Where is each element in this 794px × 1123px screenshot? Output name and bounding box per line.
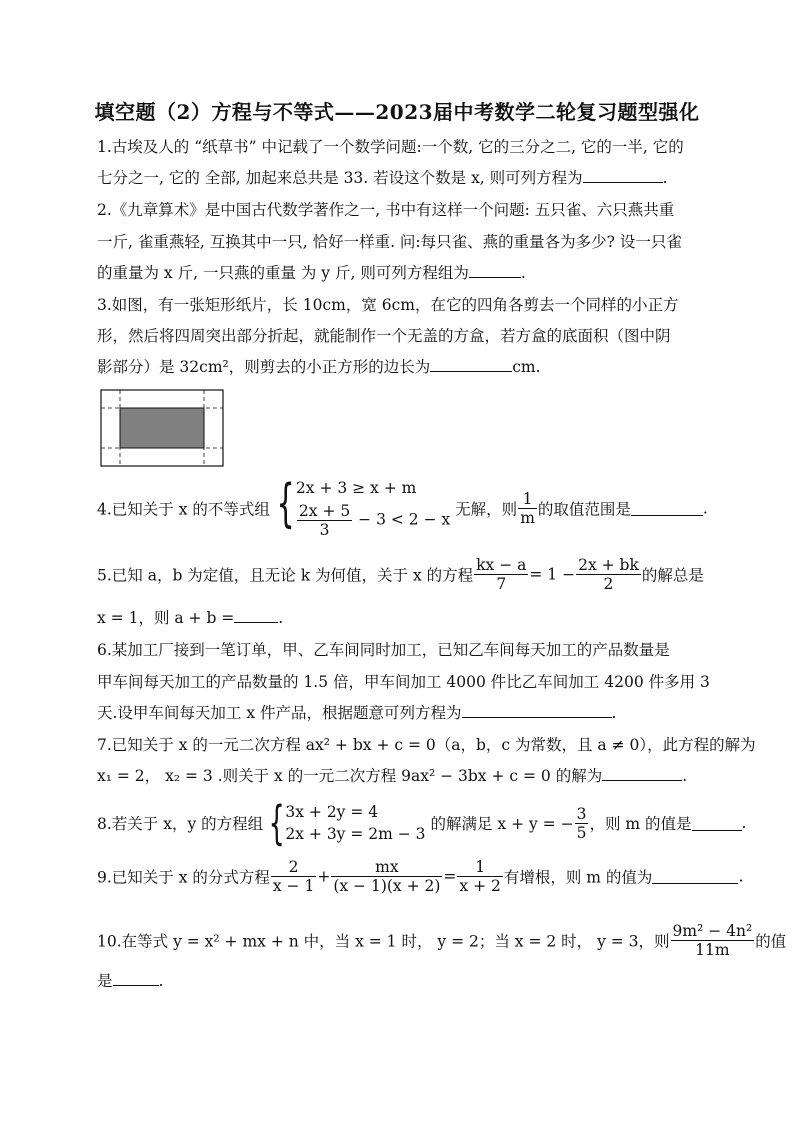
q6-line1: 6.某加工厂接到一笔订单，甲、乙车间同时加工，已知乙车间每天加工的产品数量是 bbox=[97, 641, 670, 659]
q7-line2: x₁ = 2， x₂ = 3 .则关于 x 的一元二次方程 9ax² − 3bx + c = 0 的解为 . bbox=[97, 767, 688, 785]
q7-answer-blank[interactable] bbox=[602, 766, 682, 781]
q1-text: 七分之一, 它的 全部, 加起来总共是 33. 若设这个数是 x, 则可列方程为 bbox=[97, 169, 583, 187]
q1-answer-blank[interactable] bbox=[583, 168, 663, 183]
q1-line1: 1.古埃及人的 “纸草书” 中记载了一个数学问题:一个数, 它的三分之二, 它的一半, 它的 bbox=[97, 138, 684, 156]
page-title: 填空题（2）方程与不等式——2023届中考数学二轮复习题型强化 bbox=[94, 100, 700, 124]
q1-line2: 七分之一, 它的 全部, 加起来总共是 33. 若设这个数是 x, 则可列方程为 . bbox=[97, 169, 668, 187]
q10-fraction: $\frac{\text{9m² − 4n²}}{11m}$ bbox=[672, 922, 753, 959]
q9-text: 9.已知关于 x 的分式方程 bbox=[97, 868, 270, 887]
q3-answer-blank[interactable] bbox=[430, 357, 512, 372]
q3-unit: cm. bbox=[512, 358, 541, 376]
q8-row1: 3x + 2y = 4 bbox=[285, 803, 379, 821]
q4-mid-text: 无解，则 bbox=[455, 500, 518, 519]
q5-fraction-right: $\frac{2x + bk}{2}$ bbox=[578, 556, 639, 593]
q5-fraction-left: $\frac{kx - a}{7}$ bbox=[476, 556, 527, 593]
q4-text: 4.已知关于 x 的不等式组 bbox=[97, 500, 270, 519]
q4-line: 4.已知关于 x 的不等式组 { 2x + 3 ≥ x + m $\frac{2x + 5}{3}$ − 3 < 2 − x 无解，则 $\frac{1}{m}$ 的取值范围是 . bbox=[97, 474, 708, 539]
q6-line2: 甲车间每天加工的产品数量的 1.5 倍，甲车间加工 4000 件比乙车间加工 4200 件多用 3 bbox=[97, 673, 710, 691]
q8-fraction: $\frac{3}{5}$ bbox=[576, 804, 587, 842]
q8-answer-blank[interactable] bbox=[692, 816, 742, 831]
q8-line: 8.若关于 x，y 的方程组 { 3x + 2y = 4 2x + 3y = 2m − 3 的解满足 x + y = − $\frac{3}{5}$ ，则 m 的值是 . bbox=[97, 796, 747, 850]
q4-post-text: 的取值范围是 bbox=[537, 500, 631, 519]
q8-text: 8.若关于 x，y 的方程组 bbox=[97, 815, 264, 833]
q10-text: 10.在等式 y = x² + mx + n 中，当 x = 1 时， y = 2；当 x = 2 时， y = 3，则 bbox=[97, 932, 670, 951]
q4-row1: 2x + 3 ≥ x + m bbox=[295, 479, 417, 497]
q9-fraction-2: $\frac{mx}{(x - 1)(x + 2)}$ bbox=[333, 858, 441, 895]
q9-answer-blank[interactable] bbox=[652, 869, 738, 884]
q8-row2: 2x + 3y = 2m − 3 bbox=[285, 825, 426, 843]
q3-text: 影部分）是 32cm²，则剪去的小正方形的边长为 bbox=[97, 358, 431, 376]
q9-fraction-3: $\frac{1}{x + 2}$ bbox=[459, 858, 501, 895]
q5-line2: x = 1，则 a + b = . bbox=[97, 609, 284, 627]
q2-text: 的重量为 x 斤, 一只燕的重量 为 y 斤, 则可列方程组为 bbox=[97, 264, 469, 282]
q3-line3 bbox=[97, 357, 541, 377]
q6-line3: 天.设甲车间每天加工 x 件产品，根据题意可列方程为 . bbox=[97, 704, 617, 722]
q9-line: 9.已知关于 x 的分式方程 $\frac{2}{x - 1}$ + $\frac{mx}{(x - 1)(x + 2)}$ = $\frac{1}{x + 2}$ 有增根，则 m 的值为 . bbox=[97, 858, 744, 895]
q10-line1: 10.在等式 y = x² + mx + n 中，当 x = 1 时， y = 2；当 x = 2 时， y = 3，则 $\frac{\text{9m² − 4n²}}{11m}$ 的值 bbox=[97, 922, 787, 959]
q5-answer-blank[interactable] bbox=[234, 608, 278, 623]
q6-text: 天.设甲车间每天加工 x 件产品，根据题意可列方程为 bbox=[97, 704, 462, 722]
q3-line1: 3.如图，有一张矩形纸片，长 10cm，宽 6cm，在它的四角各剪去一个同样的小正方 bbox=[97, 296, 679, 314]
q5-line1: 5.已知 a，b 为定值，且无论 k 为何值，关于 x 的方程 $\frac{kx - a}{7}$ = 1 − $\frac{2x + bk}{2}$ 的解总是 bbox=[97, 556, 704, 593]
q4-fraction: $\frac{1}{m}$ bbox=[520, 490, 535, 527]
q9-fraction-1: $\frac{2}{x - 1}$ bbox=[272, 858, 315, 895]
q2-line3: 的重量为 x 斤, 一只燕的重量 为 y 斤, 则可列方程组为 . bbox=[97, 264, 526, 282]
q3-line2: 形，然后将四周突出部分折起，就能制作一个无盖的方盒，若方盒的底面积（图中阴 bbox=[97, 327, 671, 345]
q10-answer-blank[interactable] bbox=[113, 971, 159, 986]
q4-inequality-system: { 2x + 3 ≥ x + m $\frac{2x + 5}{3}$ − 3 < 2 − x bbox=[276, 474, 451, 539]
q2-line1: 2.《九章算术》是中国古代数学著作之一, 书中有这样一个问题: 五只雀、六只燕共重 bbox=[97, 201, 675, 219]
q5-text: 5.已知 a，b 为定值，且无论 k 为何值，关于 x 的方程 bbox=[97, 566, 474, 585]
shaded-base bbox=[120, 408, 204, 448]
q7-line1: 7.已知关于 x 的一元二次方程 ax² + bx + c = 0（a，b，c 为常数，且 a ≠ 0），此方程的解为 bbox=[97, 736, 756, 754]
q2-line2: 一斤, 雀重燕轻, 互换其中一只, 恰好一样重. 问:每只雀、燕的重量各为多少? 设一只雀 bbox=[97, 233, 682, 251]
q4-row2: $\frac{2x + 5}{3}$ − 3 < 2 − x bbox=[298, 502, 451, 539]
q10-line2: 是 . bbox=[97, 972, 164, 990]
q2-answer-blank[interactable] bbox=[469, 263, 521, 278]
q10-line2-text: 是 bbox=[97, 972, 113, 990]
q8-equation-system: { 3x + 2y = 4 2x + 3y = 2m − 3 bbox=[268, 796, 426, 850]
q7-text: x₁ = 2， x₂ = 3 .则关于 x 的一元二次方程 9ax² − 3bx + c = 0 的解为 bbox=[97, 767, 603, 785]
q5-line2-text: x = 1，则 a + b = bbox=[97, 609, 235, 627]
q4-answer-blank[interactable] bbox=[631, 501, 703, 516]
q6-answer-blank[interactable] bbox=[462, 703, 612, 718]
rectangle-paper-figure bbox=[100, 389, 224, 467]
